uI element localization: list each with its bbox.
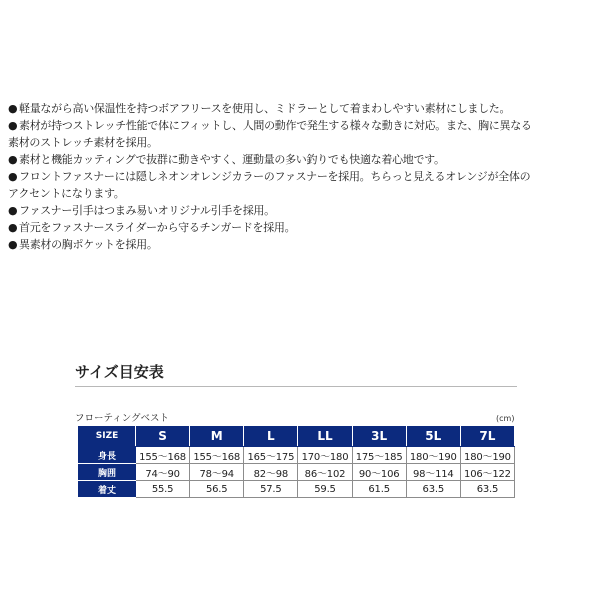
feature-text: 素材と機能カッティングで抜群に動きやすく、運動量の多い釣りでも快適な着心地です。: [19, 153, 445, 166]
table-cell: 170〜180: [298, 447, 352, 464]
size-table: [78, 425, 515, 498]
feature-list: [8, 100, 594, 253]
table-cell: 78〜94: [190, 464, 244, 481]
table-cell: 165〜175: [244, 447, 298, 464]
table-cell: 63.5: [460, 481, 514, 498]
table-cell: 155〜168: [190, 447, 244, 464]
size-header-cell: LL: [298, 426, 352, 447]
table-row: [79, 481, 515, 498]
feature-item: [8, 117, 594, 151]
product-name: フローティングベスト: [75, 413, 170, 424]
size-header-cell: 7L: [460, 426, 514, 447]
bullet-icon: ●: [8, 153, 18, 166]
table-cell: 82〜98: [244, 464, 298, 481]
bullet-icon: ●: [8, 102, 18, 115]
table-cell: 155〜168: [136, 447, 190, 464]
table-cell: 63.5: [406, 481, 460, 498]
table-cell: 86〜102: [298, 464, 352, 481]
size-guide-title: サイズ目安表: [75, 363, 164, 381]
table-cell: 55.5: [136, 481, 190, 498]
feature-item: [8, 236, 594, 253]
feature-text: ファスナー引手はつまみ易いオリジナル引手を採用。: [19, 204, 275, 217]
table-row: [79, 447, 515, 464]
size-header-cell: M: [190, 426, 244, 447]
bullet-icon: ●: [8, 119, 18, 132]
table-cell: 59.5: [298, 481, 352, 498]
size-header-cell: 5L: [406, 426, 460, 447]
table-cell: 57.5: [244, 481, 298, 498]
feature-item: [8, 100, 594, 117]
table-cell: 74〜90: [136, 464, 190, 481]
feature-text: 軽量ながら高い保温性を持つボアフリースを使用し、ミドラーとして着まわしやすい素材にしました。: [19, 102, 511, 115]
feature-item: [8, 219, 594, 236]
row-label: 胸囲: [79, 464, 136, 481]
table-cell: 98〜114: [406, 464, 460, 481]
size-header-row: [79, 426, 515, 447]
table-cell: 180〜190: [460, 447, 514, 464]
table-cell: 61.5: [352, 481, 406, 498]
feature-text-continued: アクセントになります。: [8, 187, 125, 200]
feature-text: フロントファスナーには隠しネオンオレンジカラーのファスナーを採用。ちらっと見えるオレンジが全体の: [19, 170, 531, 183]
feature-text: 首元をファスナースライダーから守るチンガードを採用。: [19, 221, 296, 234]
bullet-icon: ●: [8, 204, 18, 217]
table-row: [79, 464, 515, 481]
feature-item: [8, 151, 594, 168]
feature-text: 異素材の胸ポケットを採用。: [19, 238, 158, 251]
table-cell: 180〜190: [406, 447, 460, 464]
table-cell: 175〜185: [352, 447, 406, 464]
feature-text: 素材が持つストレッチ性能で体にフィットし、人間の動作で発生する様々な動きに対応。また、胸に異なる: [19, 119, 532, 132]
size-header-cell: S: [136, 426, 190, 447]
title-divider: [75, 386, 517, 387]
size-header-cell: L: [244, 426, 298, 447]
bullet-icon: ●: [8, 170, 18, 183]
row-label: 着丈: [79, 481, 136, 498]
feature-text-continued: 素材のストレッチ素材を採用。: [8, 136, 158, 149]
size-header-label: SIZE: [79, 426, 136, 447]
row-label: 身長: [79, 447, 136, 464]
unit-label: (cm): [496, 414, 515, 423]
table-cell: 56.5: [190, 481, 244, 498]
feature-item: [8, 202, 594, 219]
feature-item: [8, 168, 594, 202]
size-header-cell: 3L: [352, 426, 406, 447]
bullet-icon: ●: [8, 221, 18, 234]
table-cell: 106〜122: [460, 464, 514, 481]
bullet-icon: ●: [8, 238, 18, 251]
table-cell: 90〜106: [352, 464, 406, 481]
